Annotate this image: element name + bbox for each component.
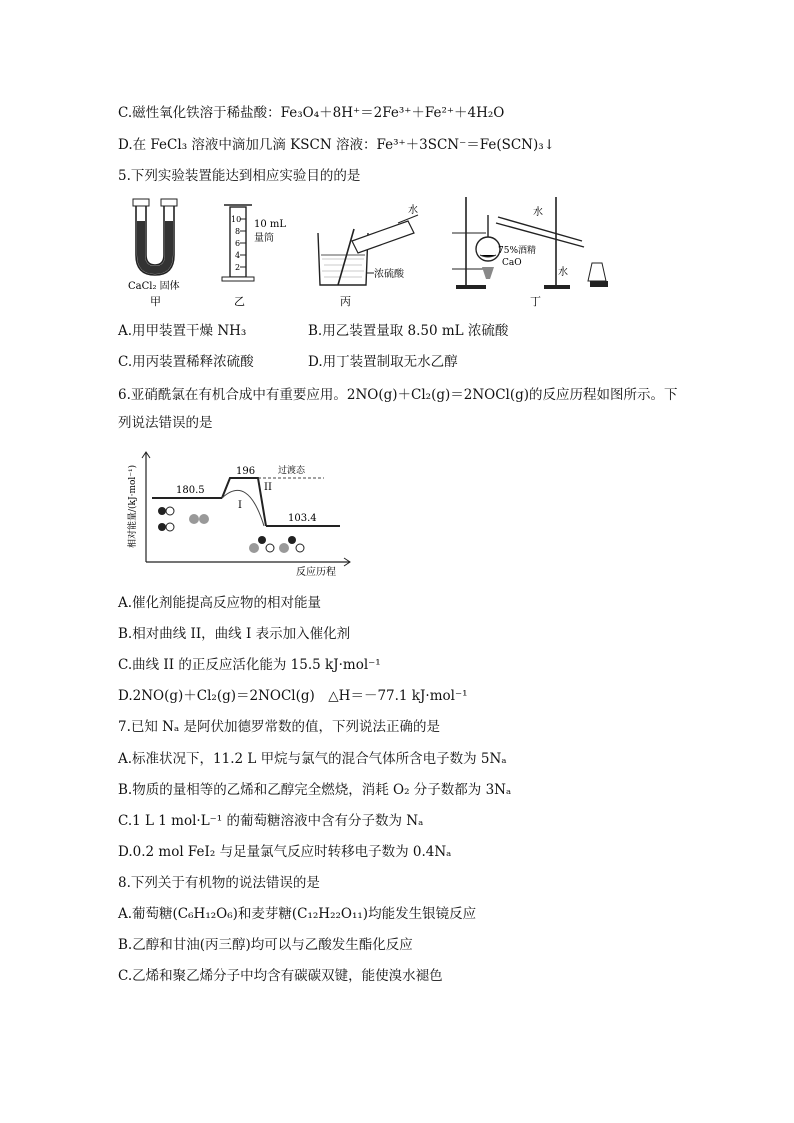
svg-text:4: 4 — [235, 251, 241, 260]
svg-text:CaO: CaO — [502, 258, 522, 268]
svg-text:浓硫酸: 浓硫酸 — [374, 269, 404, 280]
q6-option-c: C.曲线 II 的正反应活化能为 15.5 kJ·mol⁻¹ — [118, 657, 381, 673]
q6-stem-line1: 6.亚硝酰氯在有机合成中有重要应用。2NO(g)＋Cl₂(g)＝2NOCl(g)的反应历程如图所示。下 — [118, 387, 678, 403]
graduated-cylinder — [222, 205, 286, 308]
svg-text:75%酒精: 75%酒精 — [498, 246, 537, 256]
q8-stem: 8.下列关于有机物的说法错误的是 — [118, 875, 320, 891]
q5-option-d: D.用丁装置制取无水乙醇 — [308, 354, 458, 370]
q6-option-d: D.2NO(g)＋Cl₂(g)＝2NOCl(g) △H＝－77.1 kJ·mol⁻¹ — [118, 688, 468, 704]
q6-option-a: A.催化剂能提高反应物的相对能量 — [118, 595, 322, 611]
q8-option-c: C.乙烯和聚乙烯分子中均含有碳碳双键，能使溴水褪色 — [118, 968, 443, 984]
q5-stem: 5.下列实验装置能达到相应实验目的的是 — [118, 168, 361, 184]
q5-option-b: B.用乙装置量取 8.50 mL 浓硫酸 — [308, 323, 509, 339]
q7-option-c: C.1 L 1 mol·L⁻¹ 的葡萄糖溶液中含有分子数为 Nₐ — [118, 813, 424, 829]
svg-text:量筒: 量筒 — [254, 233, 274, 244]
curve-i-label: I — [238, 500, 242, 511]
svg-text:水: 水 — [408, 205, 418, 216]
curve-ii-label: II — [264, 482, 272, 493]
q7-option-d: D.0.2 mol FeI₂ 与足量氯气反应时转移电子数为 0.4Nₐ — [118, 844, 452, 860]
jia-label: 甲 — [150, 295, 161, 308]
u-tube-apparatus — [128, 199, 180, 308]
q8-option-b: B.乙醇和甘油(丙三醇)均可以与乙酸发生酯化反应 — [118, 937, 413, 953]
q5-option-a: A.用甲装置干燥 NH₃ — [118, 323, 247, 339]
q6-energy-diagram — [118, 448, 358, 580]
q5-apparatus-figure — [118, 193, 618, 311]
ts-energy-label: 196 — [236, 466, 256, 477]
cacl2-label: CaCl₂ 固体 — [128, 281, 180, 292]
reactant-molecules — [158, 507, 209, 531]
svg-text:水: 水 — [558, 267, 568, 278]
product-molecules — [249, 536, 304, 553]
bing-label: 丙 — [340, 295, 351, 308]
svg-text:2: 2 — [235, 263, 241, 272]
q6-option-b: B.相对曲线 II，曲线 I 表示加入催化剂 — [118, 626, 351, 642]
svg-text:水: 水 — [533, 207, 543, 218]
q4-option-d: D.在 FeCl₃ 溶液中滴加几滴 KSCN 溶液：Fe³⁺＋3SCN⁻＝Fe(SCN)₃↓ — [118, 137, 555, 153]
svg-text:6: 6 — [235, 239, 241, 248]
svg-text:8: 8 — [235, 227, 241, 236]
reactant-energy-label: 180.5 — [176, 485, 205, 496]
product-energy-label: 103.4 — [288, 513, 317, 524]
ts-label: 过渡态 — [278, 466, 306, 476]
q6-stem-line2: 列说法错误的是 — [118, 415, 213, 431]
q5-option-c: C.用丙装置稀释浓硫酸 — [118, 354, 254, 370]
q7-option-b: B.物质的量相等的乙烯和乙醇完全燃烧，消耗 O₂ 分子数都为 3Nₐ — [118, 782, 512, 798]
x-axis-label: 反应历程 — [296, 567, 336, 578]
q7-option-a: A.标准状况下，11.2 L 甲烷与氯气的混合气体所含电子数为 5Nₐ — [118, 751, 507, 767]
q7-stem: 7.已知 Nₐ 是阿伏加德罗常数的值，下列说法正确的是 — [118, 719, 440, 735]
ding-label: 丁 — [530, 295, 541, 308]
q8-option-a: A.葡萄糖(C₆H₁₂O₆)和麦芽糖(C₁₂H₂₂O₁₁)均能发生银镜反应 — [118, 906, 477, 922]
yi-label: 乙 — [234, 295, 245, 308]
beaker-apparatus — [318, 203, 418, 308]
svg-text:10 mL: 10 mL — [254, 219, 287, 230]
q4-option-c: C.磁性氧化铁溶于稀盐酸：Fe₃O₄＋8H⁺＝2Fe³⁺＋Fe²⁺＋4H₂O — [118, 105, 505, 121]
distillation-apparatus — [452, 197, 608, 308]
svg-text:10: 10 — [231, 215, 242, 224]
y-axis-label: 相对能量/(kJ·mol⁻¹) — [128, 464, 138, 548]
